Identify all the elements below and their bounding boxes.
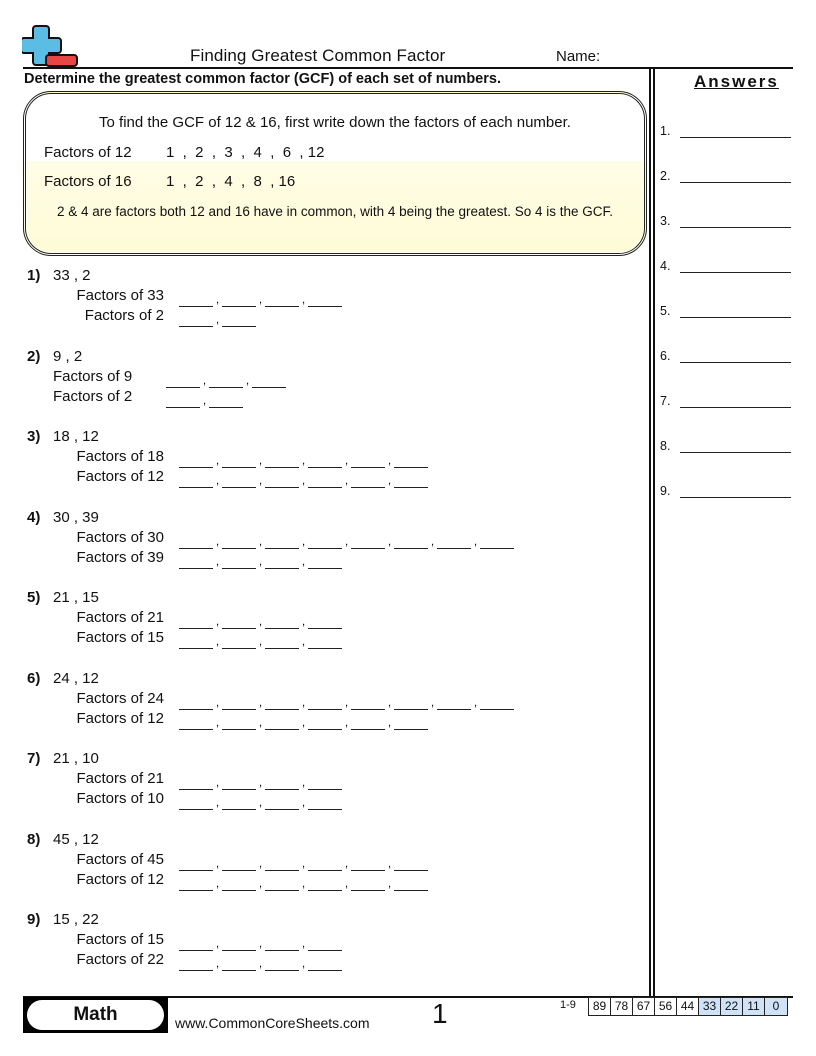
comma-separator: , <box>301 292 306 306</box>
factor-row <box>53 710 428 730</box>
example-note: 2 & 4 are factors both 12 and 16 have in common, with 4 being the greatest. So 4 is the GCF. <box>56 204 614 219</box>
factor-blank[interactable] <box>179 875 213 891</box>
comma-separator: , <box>473 695 478 709</box>
comma-separator: , <box>430 534 435 548</box>
factor-blank[interactable] <box>179 613 213 629</box>
answer-number: 3. <box>660 214 671 228</box>
factor-row-label: Factors of 2 <box>53 388 133 405</box>
comma-separator: , <box>258 795 263 809</box>
factor-blank[interactable] <box>394 472 428 488</box>
factor-blank[interactable] <box>252 372 286 388</box>
factor-blank[interactable] <box>209 392 243 408</box>
score-cell: 33 <box>699 998 721 1015</box>
factor-row-label: Factors of 22 <box>76 951 164 968</box>
comma-separator: , <box>215 292 220 306</box>
factor-row-label: Factors of 21 <box>76 609 164 626</box>
problem-number: 5) <box>27 589 41 606</box>
factor-blank[interactable] <box>265 533 299 549</box>
factor-blank[interactable] <box>394 855 428 871</box>
factor-blank[interactable] <box>265 774 299 790</box>
factor-row-label: Factors of 9 <box>53 368 133 385</box>
factor-blanks <box>179 609 342 629</box>
answer-number: 1. <box>660 124 671 138</box>
factor-blank[interactable] <box>308 452 342 468</box>
factor-blank[interactable] <box>394 875 428 891</box>
comma-separator: , <box>387 534 392 548</box>
answer-blank[interactable] <box>680 259 791 273</box>
factor-blank[interactable] <box>265 452 299 468</box>
problem-numbers: 15 , 22 <box>53 911 99 928</box>
factor-blank[interactable] <box>222 633 256 649</box>
instructions: Determine the greatest common factor (GCF) of each set of numbers. <box>24 71 501 87</box>
example-row-values: 1 , 2 , 3 , 4 , 6 , 12 <box>166 144 325 161</box>
answer-row <box>660 169 795 183</box>
factor-blank[interactable] <box>265 633 299 649</box>
factor-blanks <box>179 851 428 871</box>
factor-blank[interactable] <box>222 794 256 810</box>
answer-blank[interactable] <box>680 394 791 408</box>
comma-separator: , <box>215 453 220 467</box>
factor-blank[interactable] <box>265 472 299 488</box>
comma-separator: , <box>258 876 263 890</box>
factor-blanks <box>179 690 514 710</box>
factor-row <box>53 388 243 408</box>
answer-blank[interactable] <box>680 124 791 138</box>
comma-separator: , <box>258 695 263 709</box>
comma-separator: , <box>301 554 306 568</box>
comma-separator: , <box>215 715 220 729</box>
factor-blank[interactable] <box>265 955 299 971</box>
problem-numbers: 21 , 15 <box>53 589 99 606</box>
comma-separator: , <box>344 453 349 467</box>
header-divider <box>23 67 793 69</box>
factor-row <box>53 871 428 891</box>
factor-blanks <box>179 468 428 488</box>
problem-number: 9) <box>27 911 41 928</box>
factor-blank[interactable] <box>437 694 471 710</box>
comma-separator: , <box>215 775 220 789</box>
factor-blank[interactable] <box>179 714 213 730</box>
comma-separator: , <box>215 876 220 890</box>
factor-blank[interactable] <box>222 311 256 327</box>
comma-separator: , <box>344 473 349 487</box>
subject-label: Math <box>27 1000 164 1030</box>
factor-blank[interactable] <box>480 533 514 549</box>
problem-numbers: 24 , 12 <box>53 670 99 687</box>
comma-separator: , <box>387 856 392 870</box>
problem-number: 8) <box>27 831 41 848</box>
comma-separator: , <box>215 856 220 870</box>
example-intro: To find the GCF of 12 & 16, first write down the factors of each number. <box>99 114 571 131</box>
score-range-label: 1-9 <box>560 999 576 1011</box>
factor-blank[interactable] <box>179 955 213 971</box>
score-cell: 67 <box>633 998 655 1015</box>
factor-row-label: Factors of 2 <box>84 307 164 324</box>
site-url[interactable]: www.CommonCoreSheets.com <box>175 1015 370 1031</box>
factor-blanks <box>179 307 256 327</box>
factor-blank[interactable] <box>480 694 514 710</box>
answer-number: 2. <box>660 169 671 183</box>
factor-blank[interactable] <box>308 472 342 488</box>
comma-separator: , <box>215 936 220 950</box>
factor-blank[interactable] <box>437 533 471 549</box>
factor-row <box>53 307 256 327</box>
comma-separator: , <box>215 614 220 628</box>
comma-separator: , <box>215 554 220 568</box>
factor-blank[interactable] <box>351 533 385 549</box>
factor-blanks <box>179 529 514 549</box>
factor-blank[interactable] <box>394 533 428 549</box>
comma-separator: , <box>258 634 263 648</box>
factor-blank[interactable] <box>179 633 213 649</box>
factor-row-label: Factors of 15 <box>76 931 164 948</box>
comma-separator: , <box>258 614 263 628</box>
factor-blank[interactable] <box>179 291 213 307</box>
answer-number: 4. <box>660 259 671 273</box>
comma-separator: , <box>258 956 263 970</box>
comma-separator: , <box>301 453 306 467</box>
factor-row-label: Factors of 30 <box>76 529 164 546</box>
factor-blank[interactable] <box>265 875 299 891</box>
factor-row <box>53 851 428 871</box>
factor-blank[interactable] <box>222 533 256 549</box>
factor-row <box>53 609 342 629</box>
problem-number: 4) <box>27 509 41 526</box>
factor-row <box>53 468 428 488</box>
comma-separator: , <box>258 453 263 467</box>
comma-separator: , <box>344 876 349 890</box>
factor-blank[interactable] <box>308 633 342 649</box>
factor-blank[interactable] <box>308 875 342 891</box>
factor-blank[interactable] <box>166 392 200 408</box>
factor-blank[interactable] <box>265 613 299 629</box>
comma-separator: , <box>387 473 392 487</box>
factor-blank[interactable] <box>222 694 256 710</box>
worksheet-title: Finding Greatest Common Factor <box>190 46 446 65</box>
comma-separator: , <box>258 936 263 950</box>
factor-blanks <box>179 790 342 810</box>
factor-blank[interactable] <box>222 714 256 730</box>
problem-numbers: 21 , 10 <box>53 750 99 767</box>
comma-separator: , <box>301 795 306 809</box>
comma-separator: , <box>215 634 220 648</box>
factor-blank[interactable] <box>351 855 385 871</box>
comma-separator: , <box>344 715 349 729</box>
factor-row-label: Factors of 12 <box>76 710 164 727</box>
factor-blanks <box>179 448 428 468</box>
factor-blank[interactable] <box>351 452 385 468</box>
factor-blank[interactable] <box>265 291 299 307</box>
factor-row-label: Factors of 18 <box>76 448 164 465</box>
factor-blanks <box>179 951 342 971</box>
score-cell: 11 <box>743 998 765 1015</box>
factor-blanks <box>179 710 428 730</box>
comma-separator: , <box>215 312 220 326</box>
answer-blank[interactable] <box>680 169 791 183</box>
answer-number: 5. <box>660 304 671 318</box>
factor-blanks <box>179 629 342 649</box>
comma-separator: , <box>258 473 263 487</box>
comma-separator: , <box>258 775 263 789</box>
example-row-values: 1 , 2 , 4 , 8 , 16 <box>166 173 296 190</box>
comma-separator: , <box>258 856 263 870</box>
problem-numbers: 33 , 2 <box>53 267 91 284</box>
comma-separator: , <box>245 373 250 387</box>
comma-separator: , <box>258 292 263 306</box>
factor-blank[interactable] <box>222 855 256 871</box>
factor-row <box>53 770 342 790</box>
score-cell: 56 <box>655 998 677 1015</box>
factor-blank[interactable] <box>222 452 256 468</box>
answers-column-divider <box>649 68 655 997</box>
problem-number: 2) <box>27 348 41 365</box>
comma-separator: , <box>258 554 263 568</box>
factor-blank[interactable] <box>179 472 213 488</box>
factor-blank[interactable] <box>179 855 213 871</box>
problem-numbers: 45 , 12 <box>53 831 99 848</box>
factor-row-label: Factors of 15 <box>76 629 164 646</box>
factor-row <box>53 287 342 307</box>
factor-blank[interactable] <box>308 553 342 569</box>
factor-blank[interactable] <box>209 372 243 388</box>
comma-separator: , <box>344 534 349 548</box>
comma-separator: , <box>215 473 220 487</box>
comma-separator: , <box>215 695 220 709</box>
factor-blank[interactable] <box>265 694 299 710</box>
answer-blank[interactable] <box>680 304 791 318</box>
answer-row <box>660 484 795 498</box>
factor-blanks <box>179 871 428 891</box>
comma-separator: , <box>301 936 306 950</box>
example-row-label: Factors of 12 <box>44 144 132 161</box>
comma-separator: , <box>387 695 392 709</box>
score-table <box>588 997 788 1016</box>
problem-number: 3) <box>27 428 41 445</box>
factor-blank[interactable] <box>179 794 213 810</box>
name-label: Name: <box>556 48 601 65</box>
problem-number: 1) <box>27 267 41 284</box>
factor-row-label: Factors of 12 <box>76 468 164 485</box>
factor-row <box>53 690 514 710</box>
problem-numbers: 18 , 12 <box>53 428 99 445</box>
answer-row <box>660 349 795 363</box>
factor-blank[interactable] <box>179 533 213 549</box>
comma-separator: , <box>344 856 349 870</box>
factor-row <box>53 931 342 951</box>
answer-blank[interactable] <box>680 484 791 498</box>
example-row <box>44 144 324 161</box>
factor-blank[interactable] <box>179 311 213 327</box>
factor-blank[interactable] <box>308 855 342 871</box>
factor-blank[interactable] <box>308 955 342 971</box>
comma-separator: , <box>301 956 306 970</box>
factor-blank[interactable] <box>351 472 385 488</box>
factor-blank[interactable] <box>308 714 342 730</box>
factor-blank[interactable] <box>222 774 256 790</box>
comma-separator: , <box>301 856 306 870</box>
factor-blank[interactable] <box>394 694 428 710</box>
comma-separator: , <box>387 715 392 729</box>
comma-separator: , <box>301 614 306 628</box>
factor-blank[interactable] <box>308 694 342 710</box>
factor-row-label: Factors of 24 <box>76 690 164 707</box>
factor-blank[interactable] <box>222 955 256 971</box>
factor-blank[interactable] <box>222 875 256 891</box>
answer-number: 8. <box>660 439 671 453</box>
answer-number: 9. <box>660 484 671 498</box>
factor-blank[interactable] <box>179 452 213 468</box>
factor-blank[interactable] <box>222 291 256 307</box>
factor-blank[interactable] <box>308 613 342 629</box>
factor-row <box>53 549 342 569</box>
plus-minus-logo-icon <box>22 24 80 68</box>
factor-blank[interactable] <box>222 935 256 951</box>
factor-blank[interactable] <box>265 855 299 871</box>
comma-separator: , <box>344 695 349 709</box>
score-cell: 78 <box>611 998 633 1015</box>
factor-row <box>53 951 342 971</box>
factor-blank[interactable] <box>394 714 428 730</box>
answers-title: Answers <box>694 72 779 91</box>
answer-number: 7. <box>660 394 671 408</box>
factor-blank[interactable] <box>166 372 200 388</box>
comma-separator: , <box>387 876 392 890</box>
score-cell: 89 <box>589 998 611 1015</box>
comma-separator: , <box>301 473 306 487</box>
comma-separator: , <box>258 715 263 729</box>
answer-blank[interactable] <box>680 349 791 363</box>
factor-blank[interactable] <box>265 553 299 569</box>
score-cell: 0 <box>765 998 787 1015</box>
factor-blank[interactable] <box>265 794 299 810</box>
comma-separator: , <box>301 534 306 548</box>
factor-row <box>53 448 428 468</box>
factor-blank[interactable] <box>222 553 256 569</box>
example-row <box>44 173 295 190</box>
score-cell: 44 <box>677 998 699 1015</box>
factor-blank[interactable] <box>351 714 385 730</box>
comma-separator: , <box>301 634 306 648</box>
factor-blank[interactable] <box>351 875 385 891</box>
comma-separator: , <box>387 453 392 467</box>
factor-blank[interactable] <box>308 533 342 549</box>
page-number: 1 <box>432 998 448 1029</box>
answer-row <box>660 304 795 318</box>
comma-separator: , <box>215 956 220 970</box>
comma-separator: , <box>301 715 306 729</box>
factor-blanks <box>179 287 342 307</box>
problem-numbers: 9 , 2 <box>53 348 83 365</box>
comma-separator: , <box>301 775 306 789</box>
factor-blanks <box>179 549 342 569</box>
factor-blank[interactable] <box>265 714 299 730</box>
problem-numbers: 30 , 39 <box>53 509 99 526</box>
factor-row <box>53 790 342 810</box>
factor-blank[interactable] <box>222 472 256 488</box>
answer-number: 6. <box>660 349 671 363</box>
answer-blank[interactable] <box>680 439 791 453</box>
comma-separator: , <box>473 534 478 548</box>
factor-row-label: Factors of 39 <box>76 549 164 566</box>
problem-number: 7) <box>27 750 41 767</box>
comma-separator: , <box>202 393 207 407</box>
problem-number: 6) <box>27 670 41 687</box>
subject-badge <box>23 997 168 1033</box>
factor-row-label: Factors of 10 <box>76 790 164 807</box>
answer-row <box>660 124 795 138</box>
comma-separator: , <box>430 695 435 709</box>
comma-separator: , <box>215 795 220 809</box>
factor-blank[interactable] <box>351 694 385 710</box>
answer-row <box>660 259 795 273</box>
example-row-label: Factors of 16 <box>44 173 132 190</box>
factor-row <box>53 368 286 388</box>
factor-blanks <box>166 368 286 388</box>
answer-row <box>660 394 795 408</box>
answer-row <box>660 439 795 453</box>
factor-blank[interactable] <box>308 291 342 307</box>
factor-row <box>53 529 514 549</box>
factor-blank[interactable] <box>179 774 213 790</box>
factor-row-label: Factors of 12 <box>76 871 164 888</box>
factor-row-label: Factors of 33 <box>76 287 164 304</box>
factor-blank[interactable] <box>265 935 299 951</box>
factor-blank[interactable] <box>308 794 342 810</box>
factor-blanks <box>179 770 342 790</box>
factor-blank[interactable] <box>179 553 213 569</box>
factor-blank[interactable] <box>308 774 342 790</box>
factor-blank[interactable] <box>222 613 256 629</box>
factor-blank[interactable] <box>179 694 213 710</box>
factor-blank[interactable] <box>394 452 428 468</box>
factor-row-label: Factors of 21 <box>76 770 164 787</box>
factor-blanks <box>166 388 243 408</box>
comma-separator: , <box>301 876 306 890</box>
factor-blanks <box>179 931 342 951</box>
comma-separator: , <box>215 534 220 548</box>
comma-separator: , <box>301 695 306 709</box>
score-cell: 22 <box>721 998 743 1015</box>
example-box <box>23 91 647 256</box>
answer-blank[interactable] <box>680 214 791 228</box>
factor-blank[interactable] <box>179 935 213 951</box>
comma-separator: , <box>202 373 207 387</box>
comma-separator: , <box>258 534 263 548</box>
answer-row <box>660 214 795 228</box>
factor-row <box>53 629 342 649</box>
factor-blank[interactable] <box>308 935 342 951</box>
factor-row-label: Factors of 45 <box>76 851 164 868</box>
